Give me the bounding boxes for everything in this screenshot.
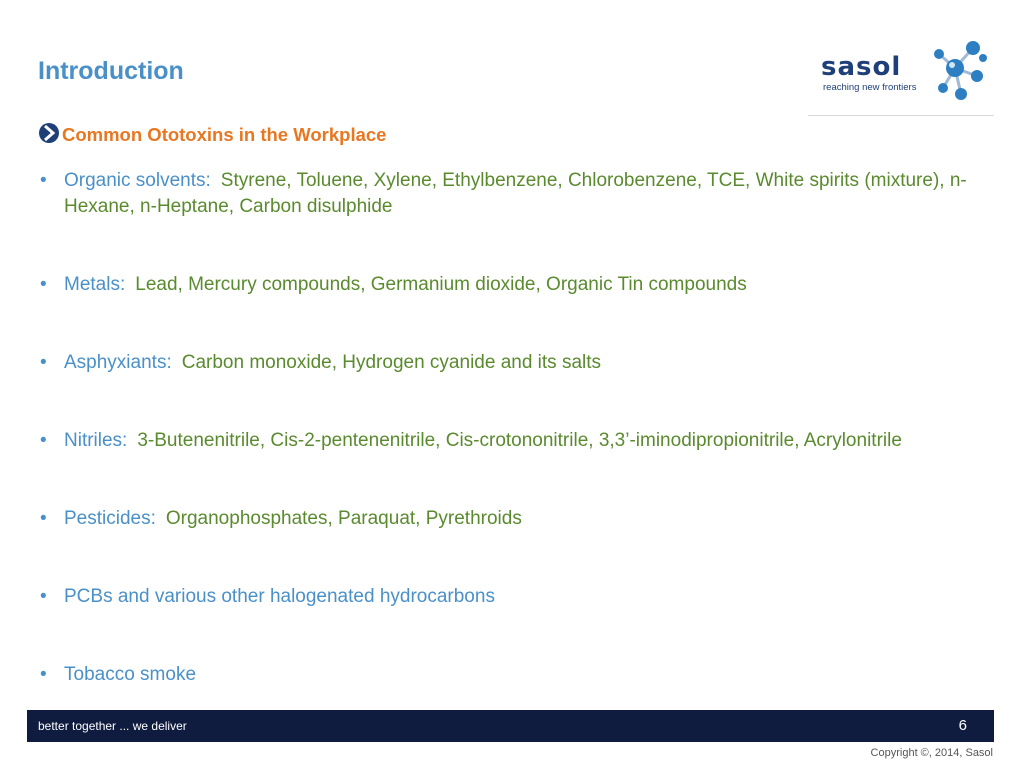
slide-title: Introduction — [38, 57, 184, 85]
bullet-label: Nitriles: — [64, 430, 128, 451]
sasol-logo — [815, 38, 995, 108]
molecule-icon — [925, 38, 995, 104]
bullet-label: Tobacco smoke — [64, 664, 197, 685]
bullet-asphyxiants — [38, 350, 968, 376]
subtitle-text: Common Ototoxins in the Workplace — [62, 124, 387, 145]
bullet-pcbs — [38, 584, 968, 610]
bullet-nitriles — [38, 428, 968, 454]
bullet-text: Carbon monoxide, Hydrogen cyanide and its salts — [181, 352, 602, 373]
bullet-label: Pesticides: — [64, 508, 156, 529]
bullet-pesticides — [38, 506, 968, 532]
bullet-text: Organophosphates, Paraquat, Pyrethroids — [165, 508, 522, 529]
page-number: 6 — [958, 717, 967, 734]
bullet-label: Organic solvents: — [64, 170, 211, 191]
bullet-list — [38, 168, 968, 688]
bullet-label: Metals: — [64, 274, 126, 295]
bullet-organic-solvents — [38, 168, 968, 220]
header-divider — [808, 115, 994, 116]
bullet-tobacco-smoke — [38, 662, 968, 688]
bullet-text: Styrene, Toluene, Xylene, Ethylbenzene, Chlorobenzene, TCE, White spirits (mixture), n-Hexane, n-Heptane, Carbon disulphide — [64, 170, 967, 217]
bullet-text: Lead, Mercury compounds, Germanium dioxide, Organic Tin compounds — [135, 274, 747, 295]
copyright-notice: Copyright ©, 2014, Sasol — [870, 747, 993, 759]
slide-subtitle — [38, 122, 386, 146]
bullet-label: PCBs and various other halogenated hydrocarbons — [64, 586, 495, 607]
bullet-text: 3-Butenenitrile, Cis-2-pentenenitrile, Cis-crotononitrile, 3,3’-iminodipropionitrile, Acrylonitrile — [137, 430, 902, 451]
logo-tagline: reaching new frontiers — [823, 82, 917, 93]
footer-bar — [27, 710, 994, 742]
bullet-label: Asphyxiants: — [64, 352, 172, 373]
footer-tagline: better together ... we deliver — [38, 719, 187, 733]
chevron-right-icon — [38, 122, 60, 144]
logo-wordmark: sasol — [821, 52, 902, 82]
bullet-metals — [38, 272, 968, 298]
